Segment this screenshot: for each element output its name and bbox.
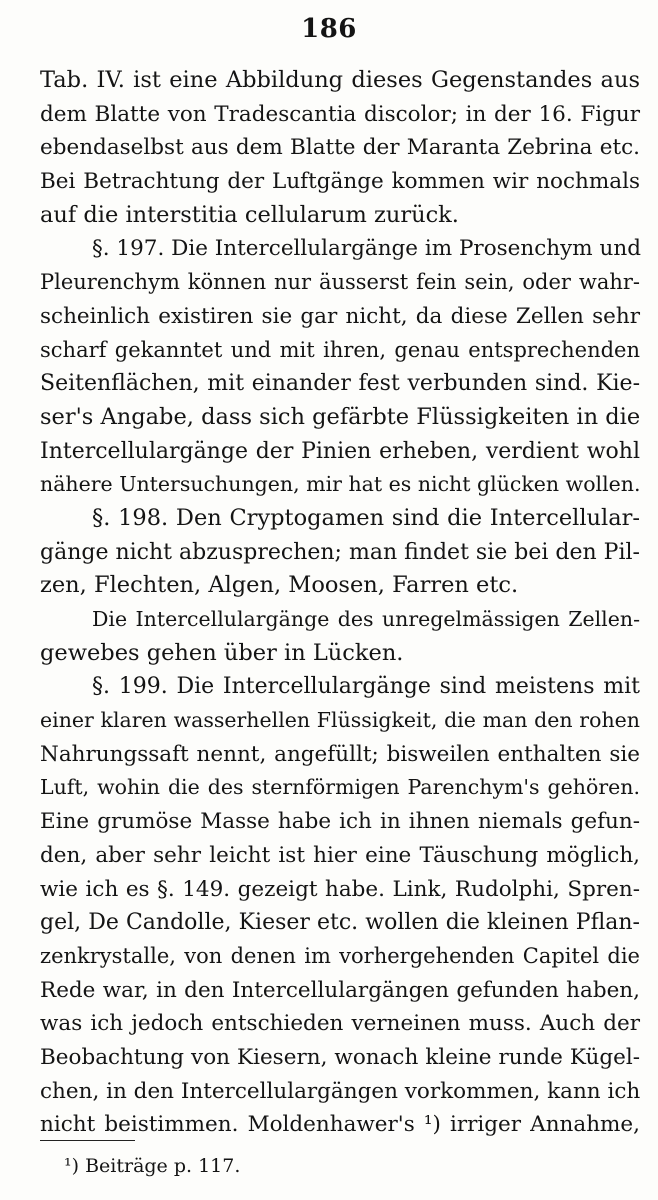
text-line: Intercellulargänge der Pinien erheben, verdient wohl: [40, 438, 640, 464]
text-line: Pleurenchym können nur äusserst fein sein, oder wahr-: [40, 270, 640, 295]
section-199-heading-line: §. 199. Die Intercellulargänge sind meistens mit: [92, 674, 640, 700]
paragraph-start-line: Die Intercellulargänge des unregelmässigen Zellen-: [92, 607, 640, 631]
text-line: ser's Angabe, dass sich gefärbte Flüssigkeiten in die: [40, 403, 641, 430]
text-line: nähere Untersuchungen, mir hat es nicht glücken wollen.: [40, 472, 641, 497]
text-line: einer klaren wasserhellen Flüssigkeit, die man den rohen: [40, 708, 640, 733]
text-line: gel, De Candolle, Kieser etc. wollen die kleinen Pflan-: [40, 910, 640, 936]
text-line: ebendaselbst aus dem Blatte der Maranta Zebrina etc.: [40, 135, 640, 161]
text-line: Eine grumöse Masse habe ich in ihnen niemals gefun-: [40, 809, 640, 835]
text-line: dem Blatte von Tradescantia discolor; in der 16. Figur: [40, 101, 640, 127]
text-line: gänge nicht abzusprechen; man findet sie bei den Pil-: [40, 539, 640, 565]
text-line: zenkrystalle, von denen im vorhergehenden Capitel die: [40, 943, 640, 968]
text-line: chen, in den Intercellulargängen vorkommen, kann ich: [40, 1078, 641, 1104]
text-line: Rede war, in den Intercellulargängen gefunden haben,: [40, 977, 640, 1003]
text-line: zen, Flechten, Algen, Moosen, Farren etc.: [40, 572, 519, 599]
text-line: Seitenflächen, mit einander fest verbunden sind. Kie-: [40, 371, 640, 397]
text-line: den, aber sehr leicht ist hier eine Täuschung möglich,: [40, 842, 640, 868]
section-198-heading-line: §. 198. Den Cryptogamen sind die Intercellular-: [92, 504, 640, 531]
text-line: auf die interstitia cellularum zurück.: [40, 201, 459, 228]
text-line: gewebes gehen über in Lücken.: [40, 639, 404, 666]
footnote-divider: [40, 1140, 135, 1141]
text-line: wie ich es §. 149. gezeigt habe. Link, Rudolphi, Spren-: [40, 876, 640, 902]
text-line: nicht beistimmen. Moldenhawer's ¹) irriger Annahme,: [40, 1112, 640, 1138]
text-line: scharf gekanntet und mit ihren, genau entsprechenden: [40, 337, 640, 362]
text-line: was ich jedoch entschieden verneinen muss. Auch der: [40, 1011, 640, 1037]
text-line: Tab. IV. ist eine Abbildung dieses Gegenstandes aus: [40, 67, 640, 93]
text-line: Bei Betrachtung der Luftgänge kommen wir nochmals: [40, 169, 640, 195]
text-line: scheinlich existiren sie gar nicht, da diese Zellen sehr: [40, 303, 640, 329]
footnote: ¹) Beiträge p. 117.: [64, 1155, 241, 1177]
text-line: Nahrungssaft nennt, angefüllt; bisweilen enthalten sie: [40, 741, 640, 767]
section-197-heading-line: §. 197. Die Intercellulargänge im Prosenchym und: [92, 236, 641, 262]
text-line: Luft, wohin die des sternförmigen Parenchym's gehören.: [40, 775, 640, 800]
text-line: Beobachtung von Kiesern, wonach kleine runde Kügel-: [40, 1044, 640, 1070]
page-number: 186: [301, 14, 357, 44]
body-text: [40, 64, 640, 1142]
